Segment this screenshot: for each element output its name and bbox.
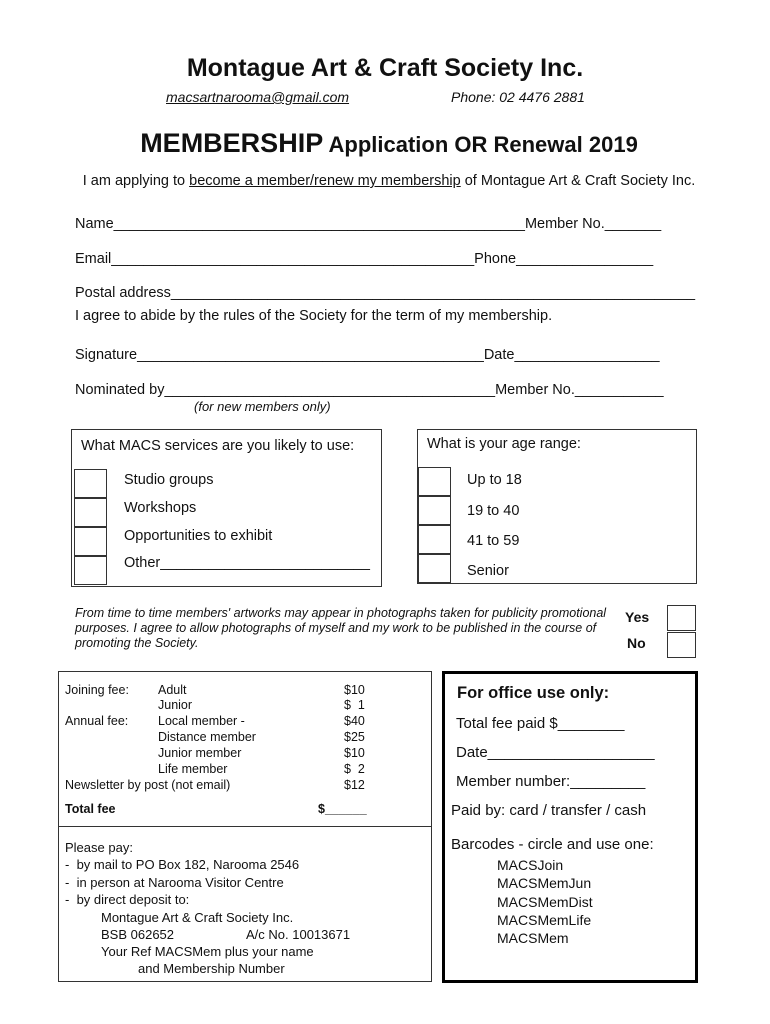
age-41-59-checkbox[interactable] [418,525,451,554]
form-heading [0,128,770,159]
fee-amount: $10 [344,746,365,760]
bank-account-name: Montague Art & Craft Society Inc. [101,910,294,925]
exhibit-checkbox[interactable] [74,527,107,556]
age-box [417,429,697,584]
fee-amount: $10 [344,683,365,697]
society-title: Montague Art & Craft Society Inc. [186,54,584,82]
agreement-text: I agree to abide by the rules of the Society for the term of my membership. [75,308,553,324]
fees-divider [58,826,432,827]
age-label-senior: Senior [467,563,509,579]
consent-no-label: No [627,635,646,651]
studio-groups-checkbox[interactable] [74,469,107,498]
age-senior-checkbox[interactable] [418,554,451,583]
fee-category: Life member [158,762,228,776]
fee-amount: $40 [344,714,365,728]
office-date-field[interactable]: Date____________________ [456,744,655,761]
fee-category: Local member - [158,714,245,728]
nominated-by-field[interactable]: Nominated by_________________________________________Member No.___________ [75,382,664,398]
annual-fee-label: Annual fee: [65,714,129,728]
payment-line [65,892,189,907]
payment-deposit: by direct deposit to: [76,892,190,907]
fee-amount: $ 2 [344,762,365,776]
newsletter-label: Newsletter by post (not email) [65,778,231,792]
fee-category: Junior [158,698,193,712]
office-member-number-field[interactable]: Member number:_________ [456,773,646,790]
fee-amount: $ 1 [344,698,365,712]
nominated-note: (for new members only) [194,399,331,414]
service-label-studio: Studio groups [124,472,214,488]
payment-line [65,875,284,890]
fee-category: Junior member [158,746,242,760]
signature-field[interactable]: Signature___________________________________________Date__________________ [75,347,660,363]
intro-after: of Montague Art & Craft Society Inc. [460,173,696,189]
barcode-option[interactable]: MACSMemLife [497,912,592,928]
heading-membership: MEMBERSHIP [140,128,324,158]
consent-yes-label: Yes [625,609,650,625]
payment-reference-2: and Membership Number [138,961,285,976]
consent-yes-checkbox[interactable] [667,605,696,631]
age-label-19-40: 19 to 40 [467,503,520,519]
bullet-dash: - [65,875,77,890]
workshops-checkbox[interactable] [74,498,107,527]
joining-fee-label: Joining fee: [65,683,129,697]
payment-in-person: in person at Narooma Visitor Centre [76,875,284,890]
barcodes-title: Barcodes - circle and use one: [451,836,654,853]
services-title: What MACS services are you likely to use: [81,438,355,454]
service-label-other[interactable]: Other__________________________ [124,555,370,571]
email-field[interactable]: Email_____________________________________________Phone_________________ [75,251,654,267]
contact-email[interactable]: macsartnarooma@gmail.com [166,89,350,105]
service-label-workshops: Workshops [124,500,197,516]
photo-consent-text: From time to time members' artworks may appear in photographs taken for publicity promotional purposes. I agree to allow photographs of myself and my work to be published in the course of promoting the Society. [75,606,607,650]
intro-before: I am applying to [82,173,190,189]
intro-statement [0,173,770,189]
payment-mail: by mail to PO Box 182, Narooma 2546 [76,857,300,872]
age-label-41-59: 41 to 59 [467,533,520,549]
intro-underlined: become a member/renew my membership [189,173,461,189]
name-field[interactable]: Name___________________________________________________Member No._______ [75,216,662,232]
fee-amount: $25 [344,730,365,744]
barcode-option[interactable]: MACSMemDist [497,894,593,910]
office-title: For office use only: [457,684,610,702]
payment-line [65,857,299,872]
fee-category: Distance member [158,730,256,744]
bullet-dash: - [65,857,77,872]
age-up-to-18-checkbox[interactable] [418,467,451,496]
other-checkbox[interactable] [74,556,107,585]
bank-account-number: A/c No. 10013671 [246,927,351,942]
payment-title: Please pay: [65,840,133,855]
consent-no-checkbox[interactable] [667,632,696,658]
office-total-fee-field[interactable]: Total fee paid $________ [456,715,625,732]
barcode-option[interactable]: MACSMem [497,930,569,946]
newsletter-amount: $12 [344,778,365,792]
total-fee-label: Total fee [65,802,116,816]
heading-rest: Application OR Renewal 2019 [323,132,638,157]
service-label-exhibit: Opportunities to exhibit [124,528,273,544]
age-title: What is your age range: [427,436,581,452]
barcode-option[interactable]: MACSMemJun [497,875,592,891]
payment-reference: Your Ref MACSMem plus your name [101,944,314,959]
age-19-40-checkbox[interactable] [418,496,451,525]
age-label-up-to-18: Up to 18 [467,472,522,488]
barcode-option[interactable]: MACSJoin [497,857,564,873]
total-fee-field[interactable]: $______ [318,802,367,816]
office-paid-by: Paid by: card / transfer / cash [451,802,647,819]
fee-category: Adult [158,683,187,697]
bank-bsb: BSB 062652 [101,927,175,942]
contact-phone: Phone: 02 4476 2881 [451,89,585,105]
bullet-dash: - [65,892,77,907]
postal-address-field[interactable]: Postal address_________________________________________________________________ [75,285,696,301]
